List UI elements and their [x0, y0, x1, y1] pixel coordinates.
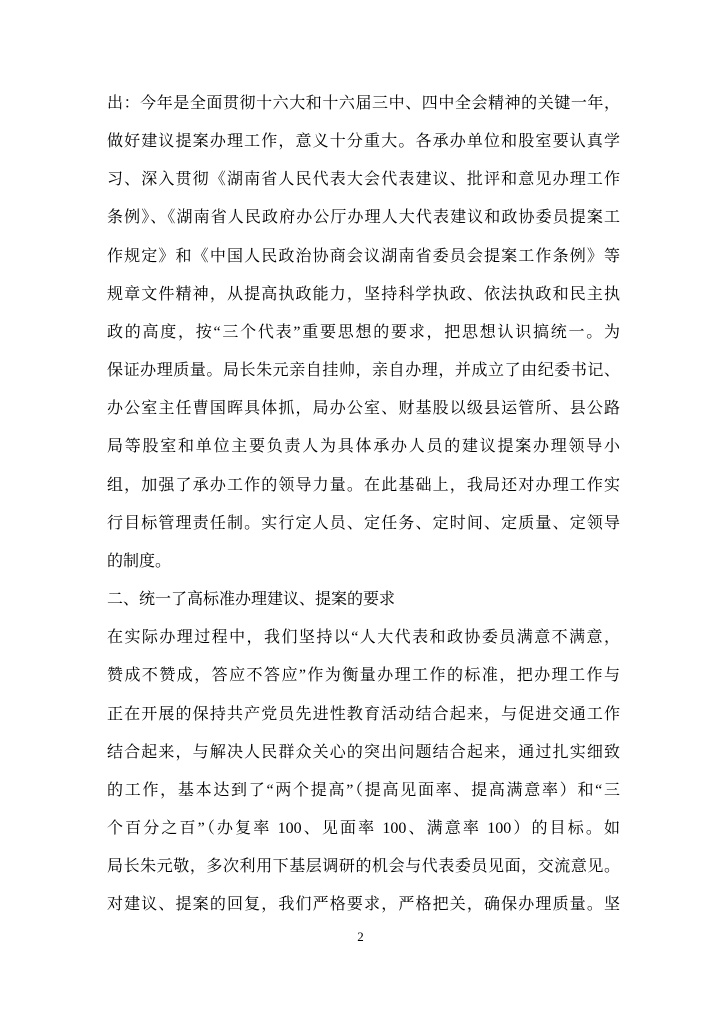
text-line: 局等股室和单位主要负责人为具体承办人员的建议提案办理领导小 — [107, 438, 620, 456]
text-line: 行目标管理责任制。实行定人员、定任务、定时间、定质量、定领导 — [107, 514, 620, 532]
text-line: 的制度。 — [107, 552, 172, 570]
text-line: 在实际办理过程中，我们坚持以“人大代表和政协委员满意不满意， — [107, 629, 620, 647]
text-line: 办公室主任曹国晖具体抓，局办公室、财基股以级县运管所、县公路 — [107, 400, 620, 418]
text-line: 组，加强了承办工作的领导力量。在此基础上，我局还对办理工作实 — [107, 476, 620, 494]
text-line: 正在开展的保持共产党员先进性教育活动结合起来，与促进交通工作 — [107, 705, 620, 723]
text-line: 做好建议提案办理工作，意义十分重大。各承办单位和股室要认真学 — [107, 133, 620, 151]
page-number: 2 — [357, 929, 364, 944]
text-line: 保证办理质量。局长朱元亲自挂帅，亲自办理，并成立了由纪委书记、 — [107, 362, 620, 380]
text-line: 对建议、提案的回复，我们严格要求，严格把关，确保办理质量。坚 — [107, 896, 620, 914]
text-line: 局长朱元敬，多次利用下基层调研的机会与代表委员见面，交流意见。 — [107, 858, 620, 876]
text-line: 出：今年是全面贯彻十六大和十六届三中、四中全会精神的关键一年， — [107, 95, 620, 112]
text-line: 的工作，基本达到了“两个提高”（提高见面率、提高满意率）和“三 — [107, 781, 620, 799]
text-line: 个百分之百”（办复率 100、见面率 100、满意率 100）的目标。如 — [107, 819, 620, 837]
text-block — [107, 85, 620, 924]
text-line: 二、统一了高标准办理建议、提案的要求 — [107, 591, 396, 609]
text-line: 赞成不赞成，答应不答应”作为衡量办理工作的标准，把办理工作与 — [107, 667, 620, 685]
text-line: 政的高度，按“三个代表”重要思想的要求，把思想认识搞统一。为 — [107, 323, 620, 341]
text-line: 结合起来，与解决人民群众关心的突出问题结合起来，通过扎实细致 — [107, 743, 620, 761]
text-line: 习、深入贯彻《湖南省人民代表大会代表建议、批评和意见办理工作 — [107, 171, 620, 189]
text-line: 作规定》和《中国人民政治协商会议湖南省委员会提案工作条例》等 — [107, 247, 620, 265]
text-line: 规章文件精神，从提高执政能力，坚持科学执政、依法执政和民主执 — [107, 285, 620, 303]
text-line: 条例》、《湖南省人民政府办公厅办理人大代表建议和政协委员提案工 — [107, 209, 620, 227]
